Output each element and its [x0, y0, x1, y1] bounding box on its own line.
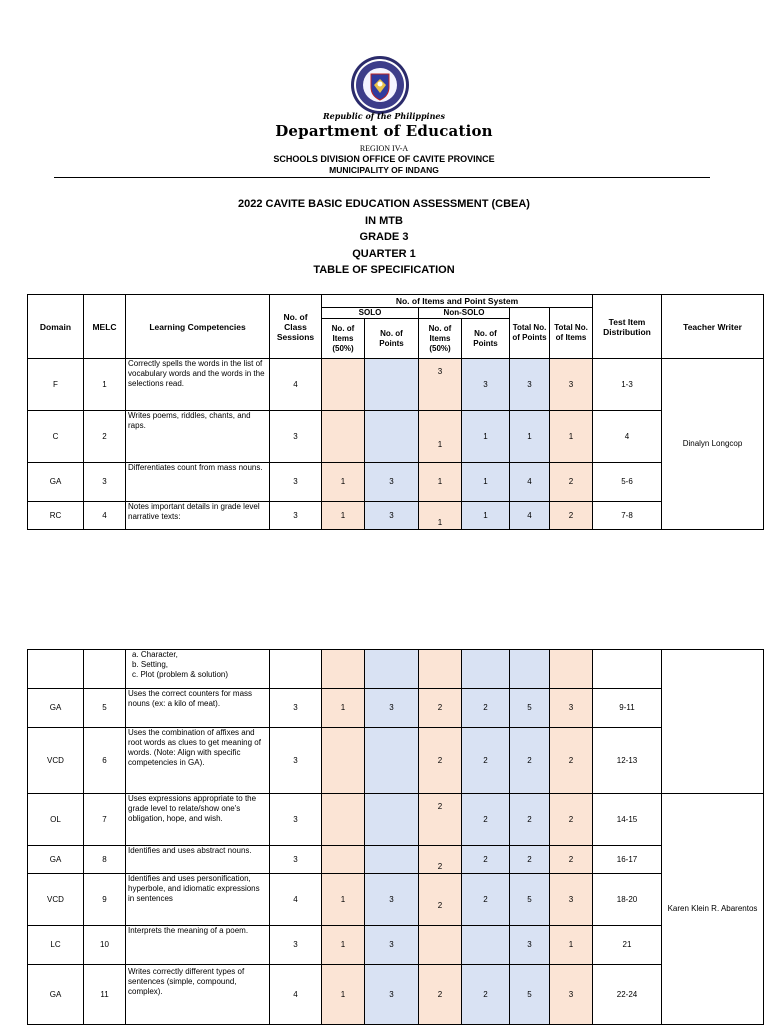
- table-row: [28, 650, 764, 689]
- header-solo-points: No. of Points: [365, 319, 419, 359]
- domain-cell: GA: [28, 463, 84, 502]
- sessions-cell: 3: [270, 463, 322, 502]
- writer-cell-blank: [662, 650, 764, 794]
- melc-cell: 3: [84, 463, 126, 502]
- domain-cell: LC: [28, 926, 84, 965]
- sessions-cell: 3: [270, 502, 322, 530]
- division-line: SCHOOLS DIVISION OFFICE OF CAVITE PROVINCE: [273, 154, 495, 164]
- melc-cell: 4: [84, 502, 126, 530]
- total-points-cell: 2: [510, 728, 550, 794]
- nonsolo-items-cell: 2: [419, 689, 462, 728]
- nonsolo-items-cell: 2: [419, 965, 462, 1025]
- title-line: TABLE OF SPECIFICATION: [313, 264, 455, 276]
- deped-seal-logo: [350, 55, 410, 115]
- solo-items-cell: [322, 794, 365, 846]
- melc-cell: 2: [84, 411, 126, 463]
- nonsolo-points-cell: 1: [462, 463, 510, 502]
- solo-items-cell: [322, 650, 365, 689]
- sessions-cell: 3: [270, 411, 322, 463]
- table-row: [28, 728, 764, 794]
- table-row: [28, 689, 764, 728]
- distribution-cell: 5-6: [593, 463, 662, 502]
- distribution-cell: 1-3: [593, 359, 662, 411]
- header-nonsolo: Non-SOLO: [419, 308, 510, 319]
- header-total-items: Total No. of Items: [550, 308, 593, 359]
- solo-points-cell: [365, 728, 419, 794]
- nonsolo-points-cell: 2: [462, 846, 510, 874]
- nonsolo-items-cell: 2: [419, 794, 462, 846]
- solo-items-cell: 1: [322, 689, 365, 728]
- nonsolo-points-cell: 2: [462, 874, 510, 926]
- domain-cell: [28, 650, 84, 689]
- republic-line: Republic of the Philippines: [322, 111, 445, 121]
- domain-cell: OL: [28, 794, 84, 846]
- nonsolo-points-cell: 2: [462, 728, 510, 794]
- melc-cell: 10: [84, 926, 126, 965]
- solo-points-cell: [365, 650, 419, 689]
- header-solo: SOLO: [322, 308, 419, 319]
- distribution-cell: 22-24: [593, 965, 662, 1025]
- competency-cell: Writes poems, riddles, chants, and raps.: [126, 411, 270, 463]
- table-row: [28, 411, 764, 463]
- total-points-cell: 4: [510, 502, 550, 530]
- melc-cell: 7: [84, 794, 126, 846]
- table-row: [28, 463, 764, 502]
- competency-cell: [126, 650, 270, 689]
- title-line: GRADE 3: [359, 231, 409, 243]
- competency-cell: Uses the correct counters for mass nouns (ex: a kilo of meat).: [126, 689, 270, 728]
- nonsolo-points-cell: 1: [462, 502, 510, 530]
- distribution-cell: 16-17: [593, 846, 662, 874]
- nonsolo-points-cell: 3: [462, 359, 510, 411]
- total-points-cell: 5: [510, 965, 550, 1025]
- total-items-cell: 3: [550, 874, 593, 926]
- total-points-cell: 2: [510, 794, 550, 846]
- solo-items-cell: [322, 846, 365, 874]
- solo-items-cell: 1: [322, 874, 365, 926]
- header-domain: Domain: [28, 295, 84, 359]
- total-points-cell: 4: [510, 463, 550, 502]
- title-line: QUARTER 1: [352, 247, 416, 260]
- solo-points-cell: [365, 411, 419, 463]
- total-items-cell: 3: [550, 359, 593, 411]
- header-nonsolo-points: No. of Points: [462, 319, 510, 359]
- domain-cell: GA: [28, 965, 84, 1025]
- melc-cell: 1: [84, 359, 126, 411]
- nonsolo-items-cell: [419, 926, 462, 965]
- distribution-cell: 14-15: [593, 794, 662, 846]
- continuation-line: c. Plot (problem & solution): [132, 670, 229, 679]
- distribution-cell: 9-11: [593, 689, 662, 728]
- total-points-cell: 3: [510, 926, 550, 965]
- solo-items-cell: [322, 411, 365, 463]
- header-nonsolo-items: No. of Items (50%): [419, 319, 462, 359]
- melc-cell: 5: [84, 689, 126, 728]
- total-items-cell: 2: [550, 846, 593, 874]
- sessions-cell: 4: [270, 965, 322, 1025]
- competency-cell: Writes correctly different types of sentences (simple, compound, complex).: [126, 965, 270, 1025]
- municipality-line: MUNICIPALITY OF INDANG: [329, 165, 439, 175]
- distribution-cell: 12-13: [593, 728, 662, 794]
- total-items-cell: 2: [550, 794, 593, 846]
- competency-cell: Differentiates count from mass nouns.: [126, 463, 270, 502]
- total-points-cell: 1: [510, 411, 550, 463]
- header-solo-items: No. of Items (50%): [322, 319, 365, 359]
- nonsolo-items-cell: 1: [419, 463, 462, 502]
- total-items-cell: 3: [550, 689, 593, 728]
- total-items-cell: 3: [550, 965, 593, 1025]
- title-line: IN MTB: [365, 214, 403, 227]
- competency-cell: Interprets the meaning of a poem.: [126, 926, 270, 965]
- table-row: [28, 846, 764, 874]
- competency-cell: Uses expressions appropriate to the grade level to relate/show one's obligation, hope, and wish.: [126, 794, 270, 846]
- distribution-cell: 7-8: [593, 502, 662, 530]
- document-titles: [0, 196, 768, 279]
- table-row: [28, 794, 764, 846]
- nonsolo-points-cell: 2: [462, 965, 510, 1025]
- total-items-cell: 2: [550, 728, 593, 794]
- tos-table-page1: [27, 294, 764, 530]
- header-sessions: No. of Class Sessions: [270, 295, 322, 359]
- nonsolo-items-cell: 2: [419, 728, 462, 794]
- title-line: 2022 CAVITE BASIC EDUCATION ASSESSMENT (CBEA): [238, 198, 530, 210]
- table-row: [28, 874, 764, 926]
- total-points-cell: 5: [510, 689, 550, 728]
- continuation-line: a. Character,: [132, 650, 178, 659]
- solo-items-cell: [322, 728, 365, 794]
- solo-points-cell: 3: [365, 926, 419, 965]
- nonsolo-items-cell: 1: [419, 411, 462, 463]
- header-competencies: Learning Competencies: [126, 295, 270, 359]
- sessions-cell: [270, 650, 322, 689]
- distribution-cell: 21: [593, 926, 662, 965]
- solo-points-cell: 3: [365, 965, 419, 1025]
- melc-cell: 9: [84, 874, 126, 926]
- total-items-cell: 1: [550, 926, 593, 965]
- solo-points-cell: 3: [365, 502, 419, 530]
- total-points-cell: 3: [510, 359, 550, 411]
- total-points-cell: 2: [510, 846, 550, 874]
- header-items-points: No. of Items and Point System: [322, 295, 593, 308]
- continuation-line: b. Setting,: [132, 660, 169, 669]
- solo-points-cell: [365, 794, 419, 846]
- competency-cell: Correctly spells the words in the list of vocabulary words and the words in the selections read.: [126, 359, 270, 411]
- department-name: Department of Education: [275, 122, 493, 140]
- solo-items-cell: 1: [322, 502, 365, 530]
- melc-cell: 6: [84, 728, 126, 794]
- nonsolo-items-cell: 3: [419, 359, 462, 411]
- total-items-cell: [550, 650, 593, 689]
- region-line: REGION IV-A: [359, 144, 409, 153]
- competency-cell: Identifies and uses abstract nouns.: [126, 846, 270, 874]
- sessions-cell: 4: [270, 874, 322, 926]
- header-writer: Teacher Writer: [662, 295, 764, 359]
- table-row: [28, 502, 764, 530]
- table-row: [28, 965, 764, 1025]
- solo-items-cell: 1: [322, 463, 365, 502]
- solo-points-cell: 3: [365, 463, 419, 502]
- sessions-cell: 3: [270, 689, 322, 728]
- solo-items-cell: 1: [322, 965, 365, 1025]
- solo-points-cell: [365, 359, 419, 411]
- distribution-cell: 18-20: [593, 874, 662, 926]
- header-divider: [54, 177, 710, 178]
- distribution-cell: [593, 650, 662, 689]
- distribution-cell: 4: [593, 411, 662, 463]
- nonsolo-items-cell: 1: [419, 502, 462, 530]
- nonsolo-points-cell: 1: [462, 411, 510, 463]
- domain-cell: VCD: [28, 874, 84, 926]
- solo-points-cell: 3: [365, 689, 419, 728]
- nonsolo-items-cell: 2: [419, 874, 462, 926]
- solo-items-cell: 1: [322, 926, 365, 965]
- competency-cell: Notes important details in grade level narrative texts:: [126, 502, 270, 530]
- domain-cell: GA: [28, 689, 84, 728]
- domain-cell: F: [28, 359, 84, 411]
- melc-cell: 11: [84, 965, 126, 1025]
- melc-cell: 8: [84, 846, 126, 874]
- melc-cell: [84, 650, 126, 689]
- competency-cell: Identifies and uses personification, hyperbole, and idiomatic expressions in sentences: [126, 874, 270, 926]
- header-distribution: Test Item Distribution: [593, 295, 662, 359]
- sessions-cell: 4: [270, 359, 322, 411]
- domain-cell: RC: [28, 502, 84, 530]
- total-items-cell: 2: [550, 463, 593, 502]
- nonsolo-items-cell: [419, 650, 462, 689]
- total-items-cell: 1: [550, 411, 593, 463]
- sessions-cell: 3: [270, 728, 322, 794]
- sessions-cell: 3: [270, 794, 322, 846]
- solo-items-cell: [322, 359, 365, 411]
- competency-cell: Uses the combination of affixes and root words as clues to get meaning of words. (Note: Align with specific competencies in GA).: [126, 728, 270, 794]
- nonsolo-points-cell: 2: [462, 794, 510, 846]
- nonsolo-points-cell: [462, 926, 510, 965]
- domain-cell: GA: [28, 846, 84, 874]
- domain-cell: VCD: [28, 728, 84, 794]
- total-points-cell: [510, 650, 550, 689]
- tos-table-page2: [27, 649, 764, 1025]
- table-row: [28, 926, 764, 965]
- nonsolo-points-cell: 2: [462, 689, 510, 728]
- total-items-cell: 2: [550, 502, 593, 530]
- table-row: [28, 359, 764, 411]
- domain-cell: C: [28, 411, 84, 463]
- nonsolo-items-cell: 2: [419, 846, 462, 874]
- solo-points-cell: 3: [365, 874, 419, 926]
- solo-points-cell: [365, 846, 419, 874]
- header-melc: MELC: [84, 295, 126, 359]
- sessions-cell: 3: [270, 846, 322, 874]
- sessions-cell: 3: [270, 926, 322, 965]
- nonsolo-points-cell: [462, 650, 510, 689]
- total-points-cell: 5: [510, 874, 550, 926]
- writer-cell: Karen Klein R. Abarentos: [662, 794, 764, 1025]
- header-total-points: Total No. of Points: [510, 308, 550, 359]
- writer-cell: Dinalyn Longcop: [662, 359, 764, 530]
